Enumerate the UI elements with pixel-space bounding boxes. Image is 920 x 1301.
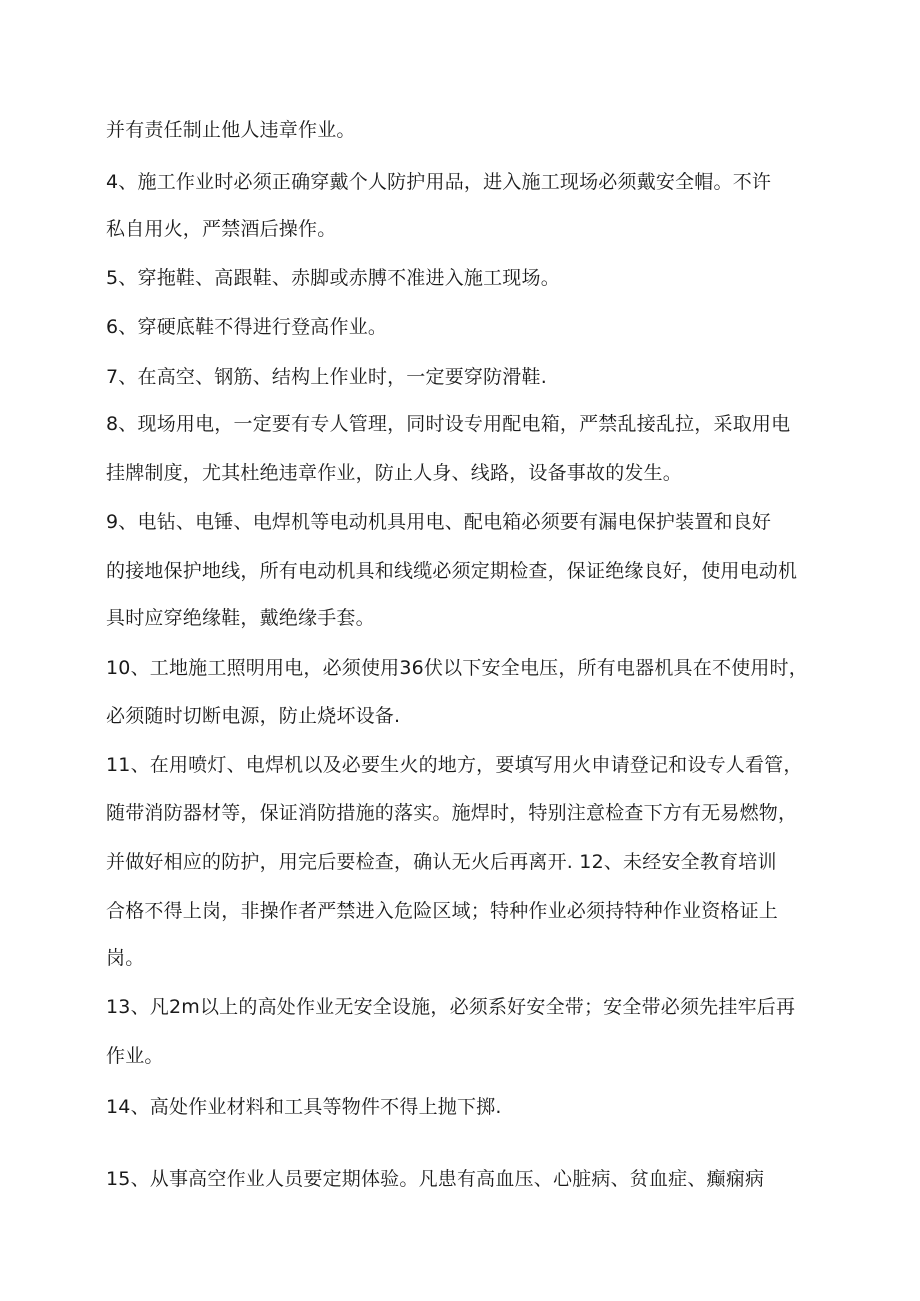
text-line: 岗。: [106, 947, 145, 969]
text-line: 15、从事高空作业人员要定期体验。凡患有高血压、心脏病、贫血症、癫痫病: [106, 1168, 765, 1190]
text-line: 11、在用喷灯、电焊机以及必要生火的地方，要填写用火申请登记和设专人看管，: [106, 754, 803, 776]
text-line: 并做好相应的防护，用完后要检查，确认无火后再离开. 12、未经安全教育培训: [106, 851, 777, 873]
text-line: 必须随时切断电源，防止烧坏设备.: [106, 705, 401, 727]
text-line: 挂牌制度，尤其杜绝违章作业，防止人身、线路，设备事故的发生。: [106, 462, 683, 484]
text-line: 并有责任制止他人违章作业。: [106, 119, 356, 141]
text-line: 的接地保护地线，所有电动机具和线缆必须定期检查，保证绝缘良好，使用电动机: [106, 560, 798, 582]
text-line: 5、穿拖鞋、高跟鞋、赤脚或赤膊不准进入施工现场。: [106, 267, 560, 289]
text-line: 7、在高空、钢筋、结构上作业时，一定要穿防滑鞋.: [106, 366, 547, 388]
text-line: 13、凡2m以上的高处作业无安全设施，必须系好安全带；安全带必须先挂牢后再: [106, 996, 796, 1018]
text-line: 作业。: [106, 1045, 164, 1067]
text-line: 4、施工作业时必须正确穿戴个人防护用品，进入施工现场必须戴安全帽。不许: [106, 171, 772, 193]
text-line: 10、工地施工照明用电，必须使用36伏以下安全电压，所有电器机具在不使用时，: [106, 657, 808, 679]
text-line: 合格不得上岗，非操作者严禁进入危险区域；特种作业必须持特种作业资格证上: [106, 900, 779, 922]
text-line: 具时应穿绝缘鞋，戴绝缘手套。: [106, 607, 375, 629]
text-line: 14、高处作业材料和工具等物件不得上抛下掷.: [106, 1096, 502, 1118]
text-line: 6、穿硬底鞋不得进行登高作业。: [106, 316, 388, 338]
text-line: 私自用火，严禁酒后操作。: [106, 218, 337, 240]
text-line: 8、现场用电，一定要有专人管理，同时设专用配电箱，严禁乱接乱拉，采取用电: [106, 413, 791, 435]
text-line: 9、电钻、电锤、电焊机等电动机具用电、配电箱必须要有漏电保护装置和良好: [106, 511, 772, 533]
text-line: 随带消防器材等，保证消防措施的落实。施焊时，特别注意检查下方有无易燃物，: [106, 802, 798, 824]
